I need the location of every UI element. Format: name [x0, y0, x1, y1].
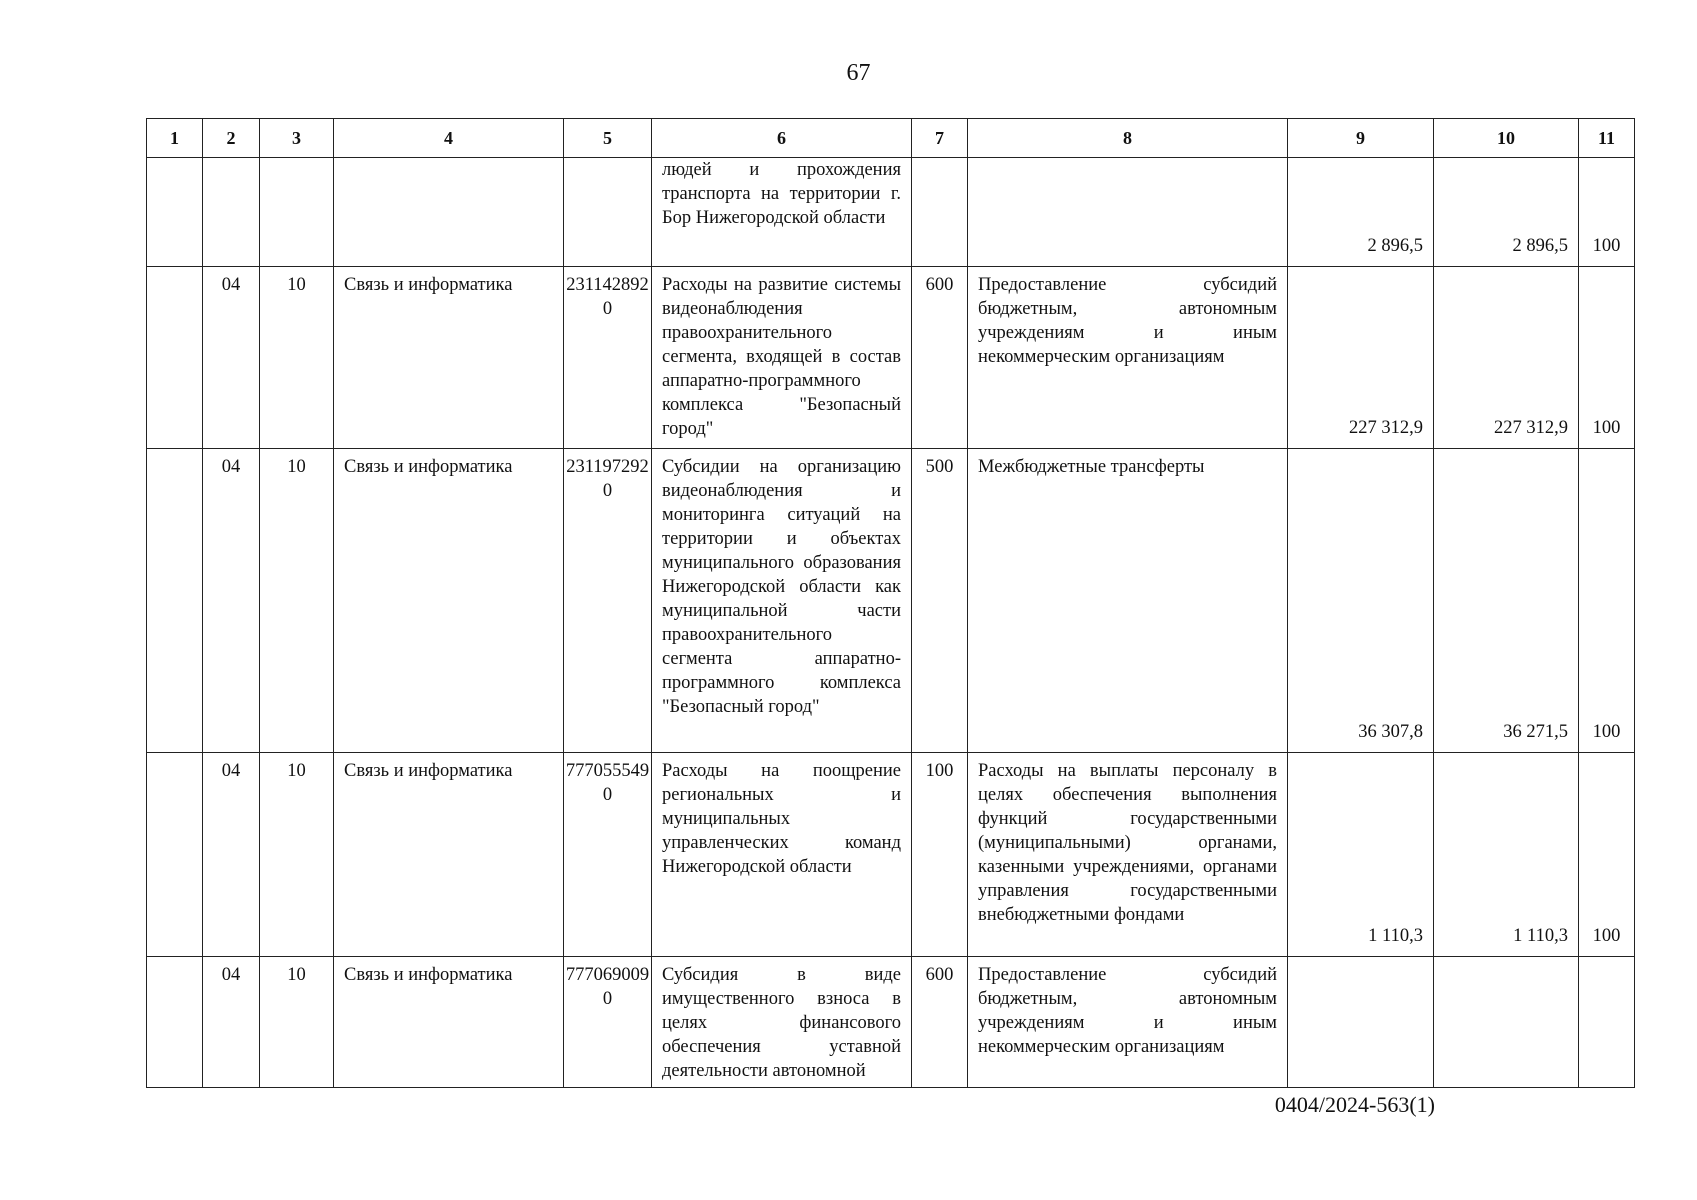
cell-c1 [147, 158, 203, 267]
cell-actual: 36 271,5 [1434, 449, 1579, 753]
cell-target-code: 7770555490 [564, 753, 652, 957]
page-number: 67 [846, 60, 871, 86]
col-header: 11 [1579, 119, 1635, 158]
cell-target-code [564, 158, 652, 267]
cell-plan: 36 307,8 [1288, 449, 1434, 753]
cell-section-name: Связь и информатика [334, 957, 564, 1088]
cell-type-name [968, 158, 1288, 267]
table-row [147, 267, 1635, 449]
cell-percent: 100 [1579, 753, 1635, 957]
cell-section: 04 [203, 753, 260, 957]
cell-type-code: 100 [912, 753, 968, 957]
cell-subsection: 10 [260, 753, 334, 957]
col-header: 6 [652, 119, 912, 158]
cell-section-name [334, 158, 564, 267]
col-header: 3 [260, 119, 334, 158]
document-code: 0404/2024-563(1) [1274, 1092, 1435, 1117]
cell-plan: 1 110,3 [1288, 753, 1434, 957]
col-header: 4 [334, 119, 564, 158]
cell-type-code [912, 158, 968, 267]
cell-type-code: 600 [912, 957, 968, 1088]
cell-c1 [147, 957, 203, 1088]
cell-type-code: 500 [912, 449, 968, 753]
cell-section: 04 [203, 267, 260, 449]
cell-section: 04 [203, 449, 260, 753]
cell-subsection: 10 [260, 449, 334, 753]
cell-type-name: Расходы на выплаты персоналу в целях обеспечения выполнения функций государственными (муниципальными) органами, казенными учреждениями, органами управления государственными внебюджетными фондами [968, 753, 1288, 957]
cell-type-name: Предоставление субсидий бюджетным, автономным учреждениям и иным некоммерческим организациям [968, 957, 1288, 1088]
header-row [147, 119, 1635, 158]
cell-type-code: 600 [912, 267, 968, 449]
cell-target-code: 2311428920 [564, 267, 652, 449]
cell-expense-name: людей и прохождения транспорта на территории г. Бор Нижегородской области [652, 158, 912, 267]
cell-expense-name: Субсидия в виде имущественного взноса в целях финансового обеспечения уставной деятельности автономной [652, 957, 912, 1088]
col-header: 2 [203, 119, 260, 158]
cell-type-name: Межбюджетные трансферты [968, 449, 1288, 753]
cell-section-name: Связь и информатика [334, 267, 564, 449]
budget-table [146, 118, 1635, 1088]
cell-percent: 100 [1579, 158, 1635, 267]
cell-plan: 227 312,9 [1288, 267, 1434, 449]
cell-c1 [147, 753, 203, 957]
table-row [147, 957, 1635, 1088]
table-row [147, 753, 1635, 957]
col-header: 1 [147, 119, 203, 158]
table-row [147, 449, 1635, 753]
cell-percent [1579, 957, 1635, 1088]
cell-actual [1434, 957, 1579, 1088]
cell-subsection [260, 158, 334, 267]
cell-section-name: Связь и информатика [334, 753, 564, 957]
col-header: 7 [912, 119, 968, 158]
cell-section: 04 [203, 957, 260, 1088]
cell-percent: 100 [1579, 449, 1635, 753]
cell-section-name: Связь и информатика [334, 449, 564, 753]
cell-expense-name: Субсидии на организацию видеонаблюдения и мониторинга ситуаций на территории и объектах муниципального образования Нижегородской области как муниципальной части правоохранительного сегмента аппаратно-программного комплекса "Безопасный город" [652, 449, 912, 753]
cell-c1 [147, 267, 203, 449]
cell-subsection: 10 [260, 267, 334, 449]
cell-actual: 2 896,5 [1434, 158, 1579, 267]
cell-target-code: 2311972920 [564, 449, 652, 753]
cell-plan: 2 896,5 [1288, 158, 1434, 267]
cell-subsection: 10 [260, 957, 334, 1088]
col-header: 8 [968, 119, 1288, 158]
cell-percent: 100 [1579, 267, 1635, 449]
cell-actual: 1 110,3 [1434, 753, 1579, 957]
cell-c1 [147, 449, 203, 753]
cell-expense-name: Расходы на поощрение региональных и муниципальных управленческих команд Нижегородской области [652, 753, 912, 957]
table-row [147, 158, 1635, 267]
cell-plan [1288, 957, 1434, 1088]
cell-section [203, 158, 260, 267]
cell-expense-name: Расходы на развитие системы видеонаблюдения правоохранительного сегмента, входящей в состав аппаратно-программного комплекса "Безопасный город" [652, 267, 912, 449]
cell-type-name: Предоставление субсидий бюджетным, автономным учреждениям и иным некоммерческим организациям [968, 267, 1288, 449]
col-header: 9 [1288, 119, 1434, 158]
col-header: 5 [564, 119, 652, 158]
cell-target-code: 7770690090 [564, 957, 652, 1088]
col-header: 10 [1434, 119, 1579, 158]
cell-actual: 227 312,9 [1434, 267, 1579, 449]
